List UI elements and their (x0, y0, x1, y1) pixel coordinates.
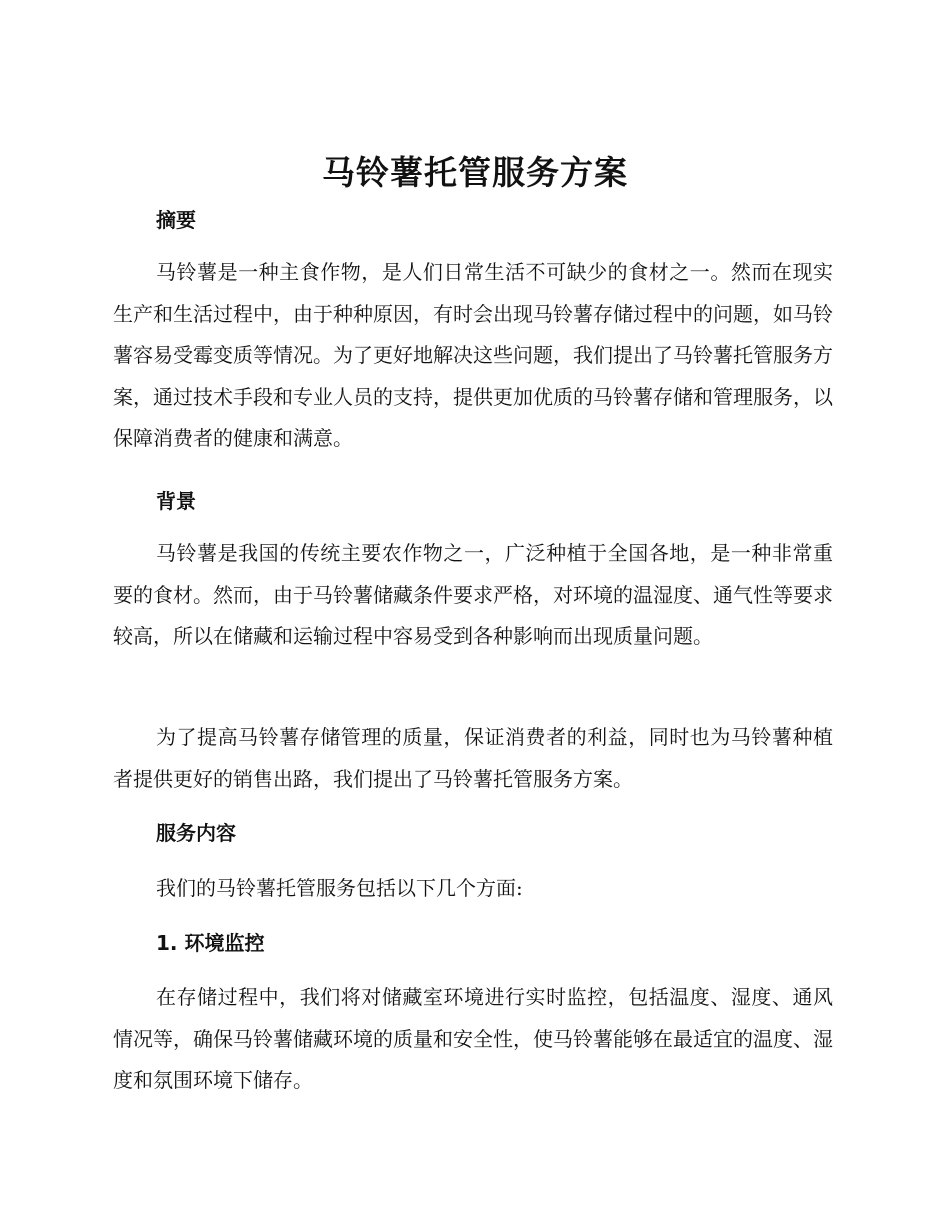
service-item-1-heading: 1. 环境监控 (156, 931, 265, 955)
section-heading-abstract: 摘要 (156, 208, 196, 232)
section-heading-background: 背景 (156, 489, 196, 513)
section-heading-services: 服务内容 (156, 821, 236, 845)
document-title: 马铃薯托管服务方案 (322, 153, 628, 192)
background-paragraph-2: 为了提高马铃薯存储管理的质量，保证消费者的利益，同时也为马铃薯种植者提供更好的销售出路，我们提出了马铃薯托管服务方案。 (113, 725, 833, 791)
service-item-1-paragraph: 在存储过程中，我们将对储藏室环境进行实时监控，包括温度、湿度、通风情况等，确保马铃薯储藏环境的质量和安全性，使马铃薯能够在最适宜的温度、湿度和氛围环境下储存。 (113, 985, 833, 1092)
abstract-paragraph: 马铃薯是一种主食作物，是人们日常生活不可缺少的食材之一。然而在现实生产和生活过程中，由于种种原因，有时会出现马铃薯存储过程中的问题，如马铃薯容易受霉变质等情况。为了更好地解决这些问题，我们提出了马铃薯托管服务方案，通过技术手段和专业人员的支持，提供更加优质的马铃薯存储和管理服务，以保障消费者的健康和满意。 (113, 260, 833, 450)
background-paragraph-1: 马铃薯是我国的传统主要农作物之一，广泛种植于全国各地，是一种非常重要的食材。然而，由于马铃薯储藏条件要求严格，对环境的温湿度、通气性等要求较高，所以在储藏和运输过程中容易受到各种影响而出现质量问题。 (113, 541, 833, 648)
services-intro: 我们的马铃薯托管服务包括以下几个方面: (156, 876, 523, 900)
